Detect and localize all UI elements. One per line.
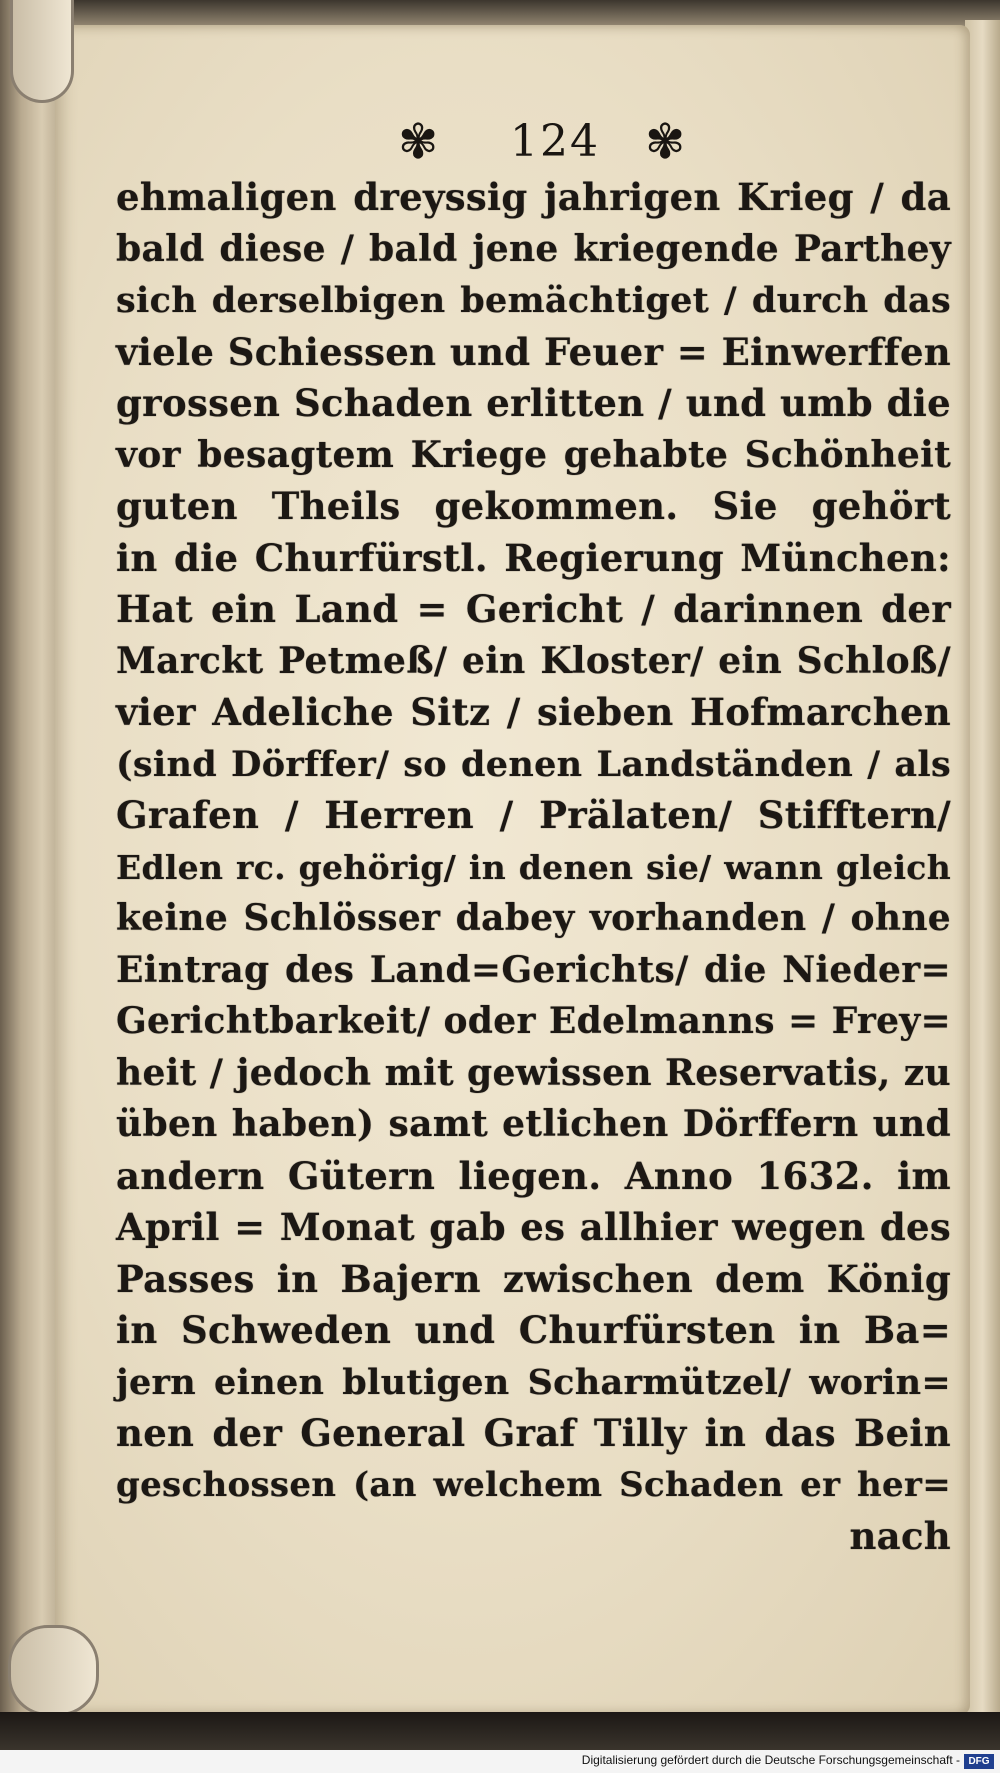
text-line: Gerichtbarkeit/ oder Edelmanns = Frey= [116, 1000, 951, 1042]
text-line: vier Adeliche Sitz / sieben Hofmarchen [116, 690, 951, 734]
text-line: Passes in Bajern zwischen dem König [116, 1256, 951, 1301]
footer-credit: Digitalisierung gefördert durch die Deutsche Forschungsgemeinschaft - [581, 1753, 960, 1767]
footer-bar [0, 1750, 1000, 1773]
text-line: heit / jedoch mit gewissen Reservatis, zu [116, 1051, 951, 1094]
text-line: üben haben) samt etlichen Dörffern und [116, 1103, 951, 1145]
text-line: andern Gütern liegen. Anno 1632. im [116, 1153, 951, 1198]
page-number: 124 [510, 116, 600, 167]
ornament-left-icon: ✾ [398, 114, 439, 170]
text-line: jern einen blutigen Scharmützel/ worin= [116, 1361, 951, 1403]
text-line: Grafen / Herren / Prälaten/ Stifftern/ [116, 793, 951, 837]
text-line: in die Churfürstl. Regierung München: [116, 535, 951, 580]
text-line: viele Schiessen und Feuer = Einwerffen [116, 329, 951, 374]
text-line: in Schweden und Churfürsten in Ba= [116, 1308, 951, 1352]
page-header [390, 112, 720, 172]
text-line: Marckt Petmeß/ ein Kloster/ ein Schloß/ [116, 639, 951, 682]
text-line: keine Schlösser dabey vorhanden / ohne [116, 897, 951, 939]
dfg-logo: DFG [964, 1754, 994, 1769]
book-bottom-edge [0, 1712, 1000, 1750]
text-line: vor besagtem Kriege gehabte Schönheit [116, 433, 951, 476]
body-text [116, 172, 951, 1563]
text-line: guten Theils gekommen. Sie gehört [116, 484, 951, 528]
text-line: ehmaligen dreyssig jahrigen Krieg / da [116, 175, 951, 219]
clasp-top-icon [10, 0, 74, 103]
text-line: Edlen rc. gehörig/ in denen sie/ wann gleich [116, 847, 951, 887]
next-page-edge [965, 20, 1000, 1720]
text-line: April = Monat gab es allhier wegen des [116, 1205, 951, 1249]
text-line: nen der General Graf Tilly in das Bein [116, 1411, 951, 1455]
text-line: nach [849, 1514, 951, 1558]
text-line: geschossen (an welchem Schaden er her= [116, 1464, 951, 1505]
clasp-bottom-icon [8, 1625, 99, 1716]
ornament-right-icon: ✾ [645, 114, 686, 170]
text-line: (sind Dörffer/ so denen Landständen / als [116, 743, 951, 785]
text-line: bald diese / bald jene kriegende Parthey [116, 227, 951, 270]
text-line: sich derselbigen bemächtiget / durch das [116, 280, 951, 321]
text-line: Hat ein Land = Gericht / darinnen der [116, 587, 951, 631]
text-line: Eintrag des Land=Gerichts/ die Nieder= [116, 948, 951, 991]
text-line: grossen Schaden erlitten / und umb die [116, 381, 951, 425]
